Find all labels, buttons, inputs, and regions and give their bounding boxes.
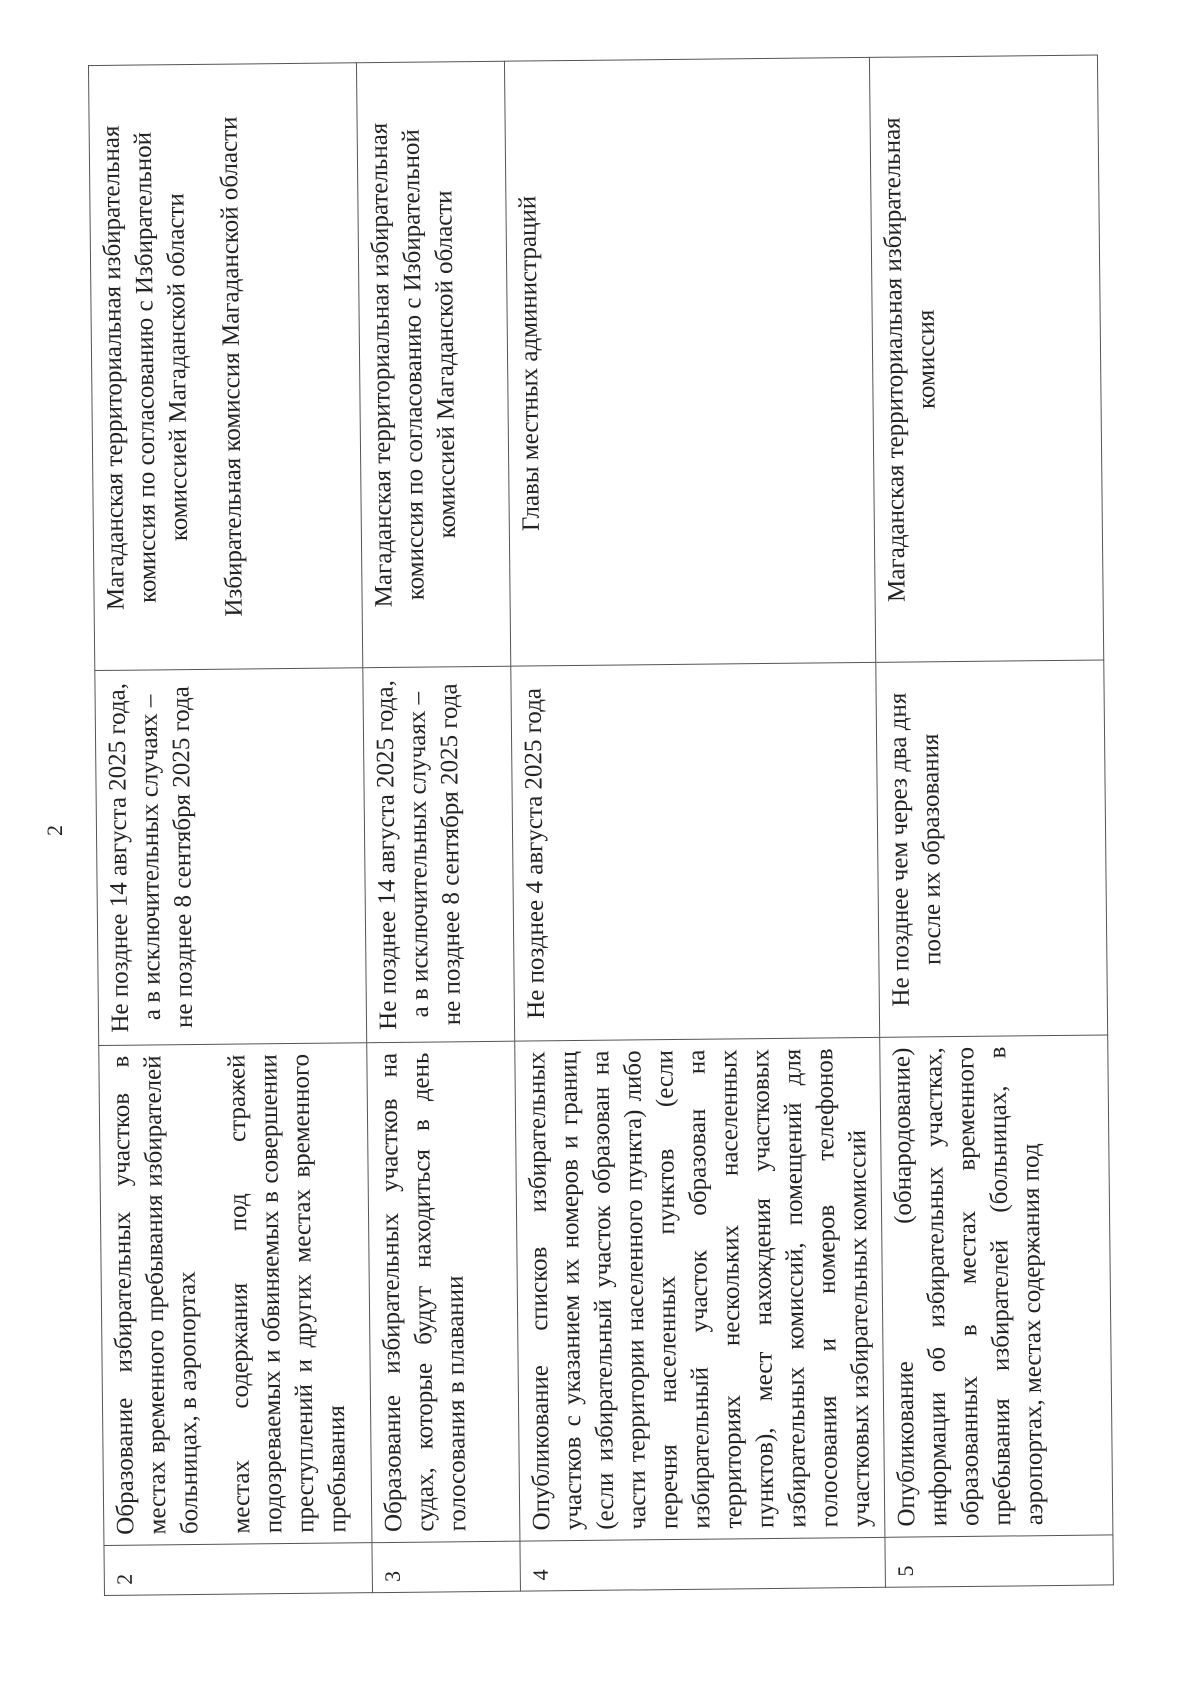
event-cell: Образование избирательных участков на судах, которые будут находиться в день голосования в плавании [367, 1041, 520, 1543]
event-text: Образование избирательных участков в местах временного пребывания избирателей больницах, в аэропортах [107, 1055, 204, 1535]
table-row [504, 57, 885, 1591]
event-text-extra: местах содержания под стражей подозреваемых и обвиняемых в совершении преступлений и других местах временного пребывания [223, 1053, 352, 1534]
responsible-cell: Магаданская территориальная избирательная комиссия по согласованию с Избирательной комиссией Магаданской области [356, 61, 510, 668]
table-row [88, 63, 372, 1596]
deadline-cell: Не позднее чем через два дня после их образования [876, 660, 1108, 1037]
event-cell: Опубликование (обнародование) информации об избирательных участках, образованных в местах временного пребывания избирателей (больницах, в аэропортах, местах содержания под [880, 1035, 1113, 1537]
row-number: 2 [104, 1543, 373, 1596]
page-number: 2 [42, 825, 67, 836]
event-cell: Опубликование списков избирательных участков с указанием их номеров и границ (если избирательный участок образован на части территории населенного пункта) либо перечня населенных пунктов (если избирательный участок образован на территориях нескольких населенных пунктов), мест нахождения участковых избирательных комиссий, помещений для голосования и номеров телефонов участковых избирательных комиссий [515, 1037, 885, 1541]
row-number: 3 [372, 1541, 521, 1593]
table-row [356, 61, 520, 1592]
table-row [869, 55, 1113, 1587]
responsible-text: Магаданская территориальная избирательная комиссия по согласованию с Избирательной комиссией Магаданской области [97, 125, 193, 611]
deadline-cell: Не позднее 14 августа 2025 года, а в исключительных случаях – не позднее 8 сентября 2025 года [363, 666, 515, 1043]
responsible-text-extra: Избирательная комиссия Магаданской области [215, 116, 248, 617]
event-cell [99, 1043, 372, 1546]
schedule-table [88, 55, 1114, 1596]
responsible-cell: Магаданская территориальная избирательная комиссия [869, 55, 1103, 662]
responsible-cell: Главы местных администраций [504, 57, 875, 666]
responsible-cell [88, 63, 362, 671]
row-number: 5 [885, 1535, 1114, 1587]
rotated-table-wrapper [88, 56, 1104, 1596]
deadline-cell: Не позднее 4 августа 2025 года [511, 662, 880, 1041]
row-number: 4 [520, 1537, 886, 1591]
deadline-cell: Не позднее 14 августа 2025 года, а в исключительных случаях – не позднее 8 сентября 2025 года [95, 668, 367, 1046]
